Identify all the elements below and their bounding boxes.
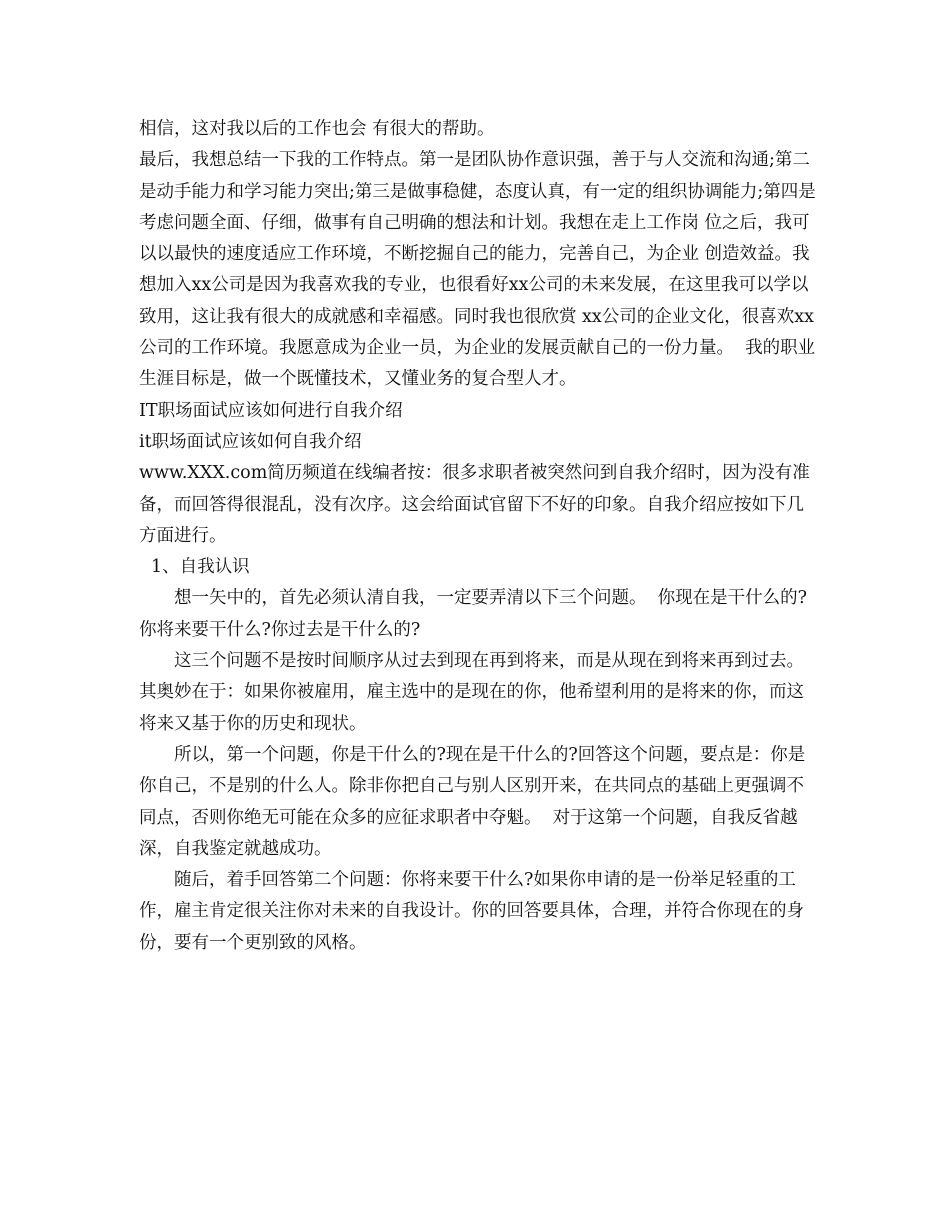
paragraph-three-questions: 想一矢中的，首先必须认清自我，一定要弄清以下三个问题。 你现在是干什么的?你将来要干什么?你过去是干什么的? [139,588,808,640]
document-body [139,114,819,959]
paragraph-closing-sentence: 相信，这对我以后的工作也会 有很大的帮助。 [139,119,495,139]
paragraph-editor-note: www.XXX.com简历频道在线编者按：很多求职者被突然问到自我介绍时，因为没有准备，而回答得很混乱，没有次序。这会给面试官留下不好的印象。自我介绍应按如下几方面进行。 [139,463,810,546]
section-subtitle: it职场面试应该如何自我介绍 [139,431,362,452]
paragraph-first-question: 所以，第一个问题，你是干什么的?现在是干什么的?回答这个问题，要点是：你是你自己，不是别的什么人。除非你把自己与别人区别开来，在共同点的基础上更强调不同点，否则你绝无可能在众多的应征求职者中夺魁。 对于这第一个问题，自我反省越深，自我鉴定就越成功。 [139,744,806,859]
section-title: IT职场面试应该如何进行自我介绍 [139,400,403,421]
paragraph-second-question: 随后，着手回答第二个问题：你将来要干什么?如果你申请的是一份举足轻重的工作，雇主肯定很关注你对未来的自我设计。你的回答要具体，合理，并符合你现在的身份，要有一个更别致的风格。 [139,870,804,953]
paragraph-question-order: 这三个问题不是按时间顺序从过去到现在再到将来，而是从现在到将来再到过去。其奥妙在于：如果你被雇用，雇主选中的是现在的你，他希望利用的是将来的你，而这将来又基于你的历史和现状。 [139,651,804,734]
paragraph-work-traits: 最后，我想总结一下我的工作特点。第一是团队协作意识强，善于与人交流和沟通;第二是动手能力和学习能力突出;第三是做事稳健，态度认真，有一定的组织协调能力;第四是考虑问题全面、仔细，做事有自己明确的想法和计划。我想在走上工作岗 位之后，我可以以最快的速度适应工作环境，不断挖掘自己的能力，完善自己，为企业 创造效益。我想加入xx公司是因为我喜欢我的专业，也很看好xx公司的未来发展，在这里我可以学以致用，这让我有很大的成就感和幸福感。同时我也很欣赏 xx公司的企业文化，很喜欢xx公司的工作环境。我愿意成为企业一员，为企业的发展贡献自己的一份力量。 我的职业生涯目标是，做一个既懂技术，又懂业务的复合型人才。 [139,150,816,390]
list-heading-self-knowledge: 1、自我认识 [151,557,250,578]
